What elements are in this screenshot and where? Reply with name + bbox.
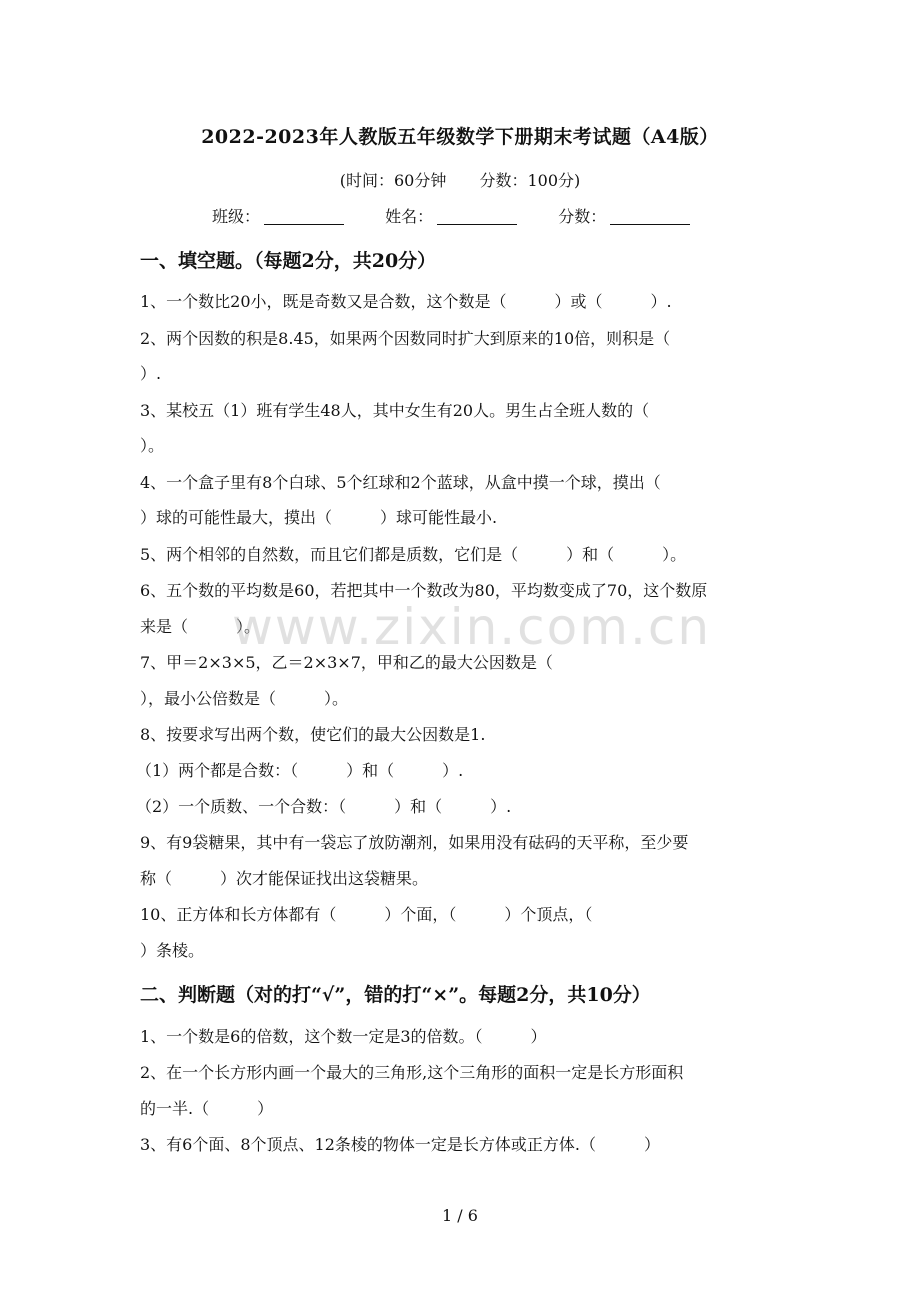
question-line: （1）两个都是合数：（ ）和（ ）.	[136, 761, 464, 780]
question-line: （2）一个质数、一个合数：（ ）和（ ）.	[136, 797, 512, 816]
section1-heading: 一、填空题。（每题2分，共20分）	[140, 250, 437, 272]
question-line: ）条棱。	[140, 941, 205, 960]
question-line: 8、按要求写出两个数，使它们的最大公因数是1.	[140, 725, 486, 744]
name-label: 姓名：	[385, 207, 434, 226]
question-line: 7、甲＝2×3×5，乙＝2×3×7，甲和乙的最大公因数是（	[140, 653, 553, 672]
question-line: 4、一个盒子里有8个白球、5个红球和2个蓝球，从盒中摸一个球，摸出（	[140, 473, 661, 492]
time-info: (时间：60分钟	[339, 171, 447, 190]
student-info	[212, 204, 726, 227]
question-line: 9、有9袋糖果，其中有一袋忘了放防潮剂，如果用没有砝码的天平称，至少要	[140, 833, 689, 852]
question-line: ）。	[140, 436, 165, 455]
question-line: 2、两个因数的积是8.45，如果两个因数同时扩大到原来的10倍，则积是（	[140, 329, 671, 348]
question-line: 的一半.（ ）	[140, 1099, 274, 1118]
question-line: 1、一个数比20小，既是奇数又是合数，这个数是（ ）或（ ）.	[140, 292, 672, 311]
question-line: 6、五个数的平均数是60，若把其中一个数改为80，平均数变成了70，这个数原	[140, 581, 708, 600]
watermark: www.zixin.com.cn	[232, 598, 712, 656]
exam-title: 2022-2023年人教版五年级数学下册期末考试题（A4版）	[201, 126, 719, 148]
score-info: 分数：100分)	[479, 171, 581, 190]
question-line: 3、有6个面、8个顶点、12条棱的物体一定是长方体或正方体.（ ）	[140, 1135, 660, 1154]
question-line: 3、某校五（1）班有学生48人，其中女生有20人。男生占全班人数的（	[140, 401, 650, 420]
question-line: 10、正方体和长方体都有（ ）个面，（ ）个顶点，（	[140, 905, 593, 924]
question-line: 1、一个数是6的倍数，这个数一定是3的倍数。（ ）	[140, 1027, 547, 1046]
question-line: 2、在一个长方形内画一个最大的三角形,这个三角形的面积一定是长方形面积	[140, 1063, 684, 1082]
question-line: ），最小公倍数是（ ）。	[140, 689, 349, 708]
class-label: 班级：	[212, 207, 261, 226]
class-blank[interactable]	[264, 208, 344, 225]
class-field	[212, 204, 344, 227]
exam-meta	[0, 168, 920, 191]
question-line: 5、两个相邻的自然数，而且它们都是质数，它们是（ ）和（ ）。	[140, 545, 687, 564]
question-line: 称（ ）次才能保证找出这袋糖果。	[140, 869, 429, 888]
name-blank[interactable]	[437, 208, 517, 225]
score-field	[558, 204, 690, 227]
question-line: ）球的可能性最大，摸出（ ）球可能性最小.	[140, 508, 498, 527]
score-blank[interactable]	[610, 208, 690, 225]
score-label: 分数：	[558, 207, 607, 226]
section2-heading: 二、判断题（对的打“√”，错的打“×”。每题2分，共10分）	[140, 984, 651, 1006]
question-line: ）.	[140, 364, 162, 383]
page-number: 1 / 6	[442, 1206, 478, 1225]
question-line: 来是（ ）。	[140, 617, 261, 636]
name-field	[385, 204, 517, 227]
